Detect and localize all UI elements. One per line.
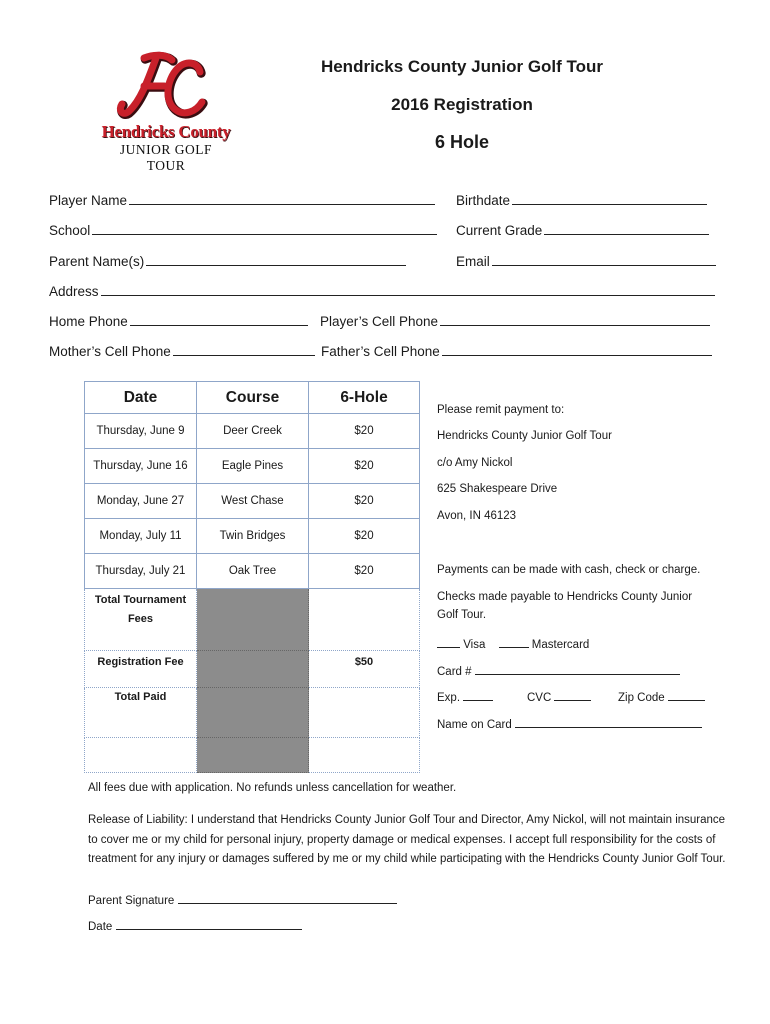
- cvc-line[interactable]: [554, 689, 591, 701]
- home-phone-field[interactable]: [49, 314, 308, 329]
- event-fee: $20: [309, 554, 420, 589]
- remit-org: Hendricks County Junior Golf Tour: [437, 430, 612, 442]
- event-course: Eagle Pines: [197, 449, 309, 484]
- mother-cell-field[interactable]: [49, 344, 315, 359]
- visa-label: Visa: [463, 639, 486, 651]
- name-on-card-field[interactable]: [437, 716, 702, 731]
- schedule-row: [85, 414, 420, 449]
- schedule-row: [85, 484, 420, 519]
- event-course: Twin Bridges: [197, 519, 309, 554]
- logo-junior-golf: JUNIOR GOLF: [119, 142, 213, 157]
- registration-fee-label: Registration Fee: [85, 651, 197, 688]
- player-cell-field[interactable]: [320, 314, 710, 329]
- event-date: Thursday, June 16: [85, 449, 197, 484]
- header-date: Date: [85, 382, 197, 414]
- tour-logo: [96, 50, 236, 175]
- event-fee: $20: [309, 484, 420, 519]
- card-number-line[interactable]: [475, 663, 680, 675]
- event-date: Thursday, June 9: [85, 414, 197, 449]
- parent-signature-field[interactable]: [88, 892, 397, 907]
- player-cell-line[interactable]: [440, 324, 710, 326]
- current-grade-field[interactable]: [456, 223, 709, 238]
- parent-names-line[interactable]: [146, 264, 406, 266]
- total-tournament-fees-text: Fees: [127, 613, 154, 625]
- home-phone-label: Home Phone: [49, 314, 128, 329]
- zip-line[interactable]: [668, 689, 705, 701]
- event-date: Thursday, July 21: [85, 554, 197, 589]
- event-course: Deer Creek: [197, 414, 309, 449]
- remit-street: 625 Shakespeare Drive: [437, 483, 558, 495]
- email-label: Email: [456, 254, 490, 269]
- blank-cell: [309, 738, 420, 773]
- card-number-label: Card #: [437, 666, 472, 678]
- fees-note: All fees due with application. No refunds unless cancellation for weather.: [88, 782, 457, 794]
- exp-label: Exp.: [437, 692, 461, 704]
- player-name-line[interactable]: [129, 203, 435, 205]
- cvc-label: CVC: [527, 692, 552, 704]
- birthdate-label: Birthdate: [456, 193, 511, 208]
- hc-monogram-logo: [114, 50, 214, 122]
- shaded-cell: [197, 589, 309, 651]
- remit-heading: Please remit payment to:: [437, 404, 565, 416]
- total-tournament-amount-cell[interactable]: [309, 589, 420, 651]
- total-tournament-label: [85, 589, 197, 651]
- school-field[interactable]: [49, 223, 437, 238]
- father-cell-line[interactable]: [442, 354, 712, 356]
- parent-names-field[interactable]: [49, 254, 406, 269]
- total-paid-row: [85, 688, 420, 738]
- event-date: Monday, June 27: [85, 484, 197, 519]
- header-course: Course: [197, 382, 309, 414]
- exp-line[interactable]: [463, 689, 493, 701]
- player-name-field[interactable]: [49, 193, 435, 208]
- release-of-liability: Release of Liability: I understand that Hendricks County Junior Golf Tour and Director, Amy Nickol, will not maintain insurance to cover me or my child for personal injury, property damage or medical expenses. I accept full responsibility for the costs of treatment for any injury or damages suffered by me or my child while participating with the Hendricks County Junior Golf Tour.: [88, 814, 726, 865]
- registration-fee-amount: $50: [309, 651, 420, 688]
- exp-field[interactable]: [437, 689, 493, 704]
- schedule-row: [85, 449, 420, 484]
- address-field[interactable]: [49, 284, 715, 299]
- mother-cell-line[interactable]: [173, 354, 315, 356]
- blank-row: [85, 738, 420, 773]
- zip-field[interactable]: [618, 689, 705, 704]
- blank-cell: [85, 738, 197, 773]
- registration-fee-row: [85, 651, 420, 688]
- event-fee: $20: [309, 414, 420, 449]
- schedule-table: [84, 381, 420, 773]
- name-on-card-label: Name on Card: [437, 719, 512, 731]
- signature-date-label: Date: [88, 921, 113, 933]
- email-line[interactable]: [492, 264, 716, 266]
- parent-signature-label: Parent Signature: [88, 895, 175, 907]
- schedule-header-row: [85, 382, 420, 414]
- event-fee: $20: [309, 449, 420, 484]
- event-course: Oak Tree: [197, 554, 309, 589]
- address-label: Address: [49, 284, 99, 299]
- header-six-hole: 6-Hole: [309, 382, 420, 414]
- mastercard-checkbox[interactable]: [499, 636, 529, 648]
- total-paid-label: Total Paid: [85, 688, 197, 738]
- total-tournament-text: Total Tournament: [94, 594, 187, 606]
- logo-tour: TOUR: [146, 158, 186, 173]
- cvc-field[interactable]: [527, 689, 591, 704]
- schedule-row: [85, 554, 420, 589]
- shaded-cell: [197, 651, 309, 688]
- email-field[interactable]: [456, 254, 716, 269]
- remit-care-of: c/o Amy Nickol: [437, 457, 513, 469]
- total-tournament-row: [85, 589, 420, 651]
- shaded-cell: [197, 688, 309, 738]
- father-cell-field[interactable]: [321, 344, 712, 359]
- schedule-row: [85, 519, 420, 554]
- event-course: West Chase: [197, 484, 309, 519]
- event-fee: $20: [309, 519, 420, 554]
- visa-checkbox[interactable]: [437, 636, 460, 648]
- total-paid-amount-cell[interactable]: [309, 688, 420, 738]
- card-type-field: [437, 636, 589, 651]
- mother-cell-label: Mother’s Cell Phone: [49, 344, 171, 359]
- name-on-card-line[interactable]: [515, 716, 702, 728]
- birthdate-field[interactable]: [456, 193, 707, 208]
- school-line[interactable]: [92, 233, 437, 235]
- player-name-label: Player Name: [49, 193, 128, 208]
- signature-date-line[interactable]: [116, 918, 302, 930]
- parent-names-label: Parent Name(s): [49, 254, 145, 269]
- signature-date-field[interactable]: [88, 918, 302, 933]
- parent-signature-line[interactable]: [178, 892, 397, 904]
- father-cell-label: Father’s Cell Phone: [321, 344, 440, 359]
- school-label: School: [49, 223, 91, 238]
- birthdate-line[interactable]: [512, 203, 707, 205]
- form-format: 6 Hole: [434, 132, 490, 152]
- address-line[interactable]: [101, 294, 715, 296]
- card-number-field[interactable]: [437, 663, 680, 678]
- payment-methods: Payments can be made with cash, check or charge.: [437, 564, 701, 576]
- zip-label: Zip Code: [618, 692, 665, 704]
- checks-payable-line2: Golf Tour.: [437, 609, 487, 621]
- current-grade-label: Current Grade: [456, 223, 543, 238]
- remit-city: Avon, IN 46123: [437, 510, 517, 522]
- current-grade-line[interactable]: [544, 233, 709, 235]
- player-cell-label: Player’s Cell Phone: [320, 314, 439, 329]
- form-title: Hendricks County Junior Golf Tour: [320, 57, 604, 76]
- checks-payable-line1: Checks made payable to Hendricks County Junior: [437, 591, 693, 603]
- form-year: 2016 Registration: [391, 95, 533, 114]
- mastercard-label: Mastercard: [531, 639, 590, 651]
- home-phone-line[interactable]: [130, 324, 308, 326]
- event-date: Monday, July 11: [85, 519, 197, 554]
- logo-county-name: Hendricks County: [101, 122, 231, 141]
- shaded-cell: [197, 738, 309, 773]
